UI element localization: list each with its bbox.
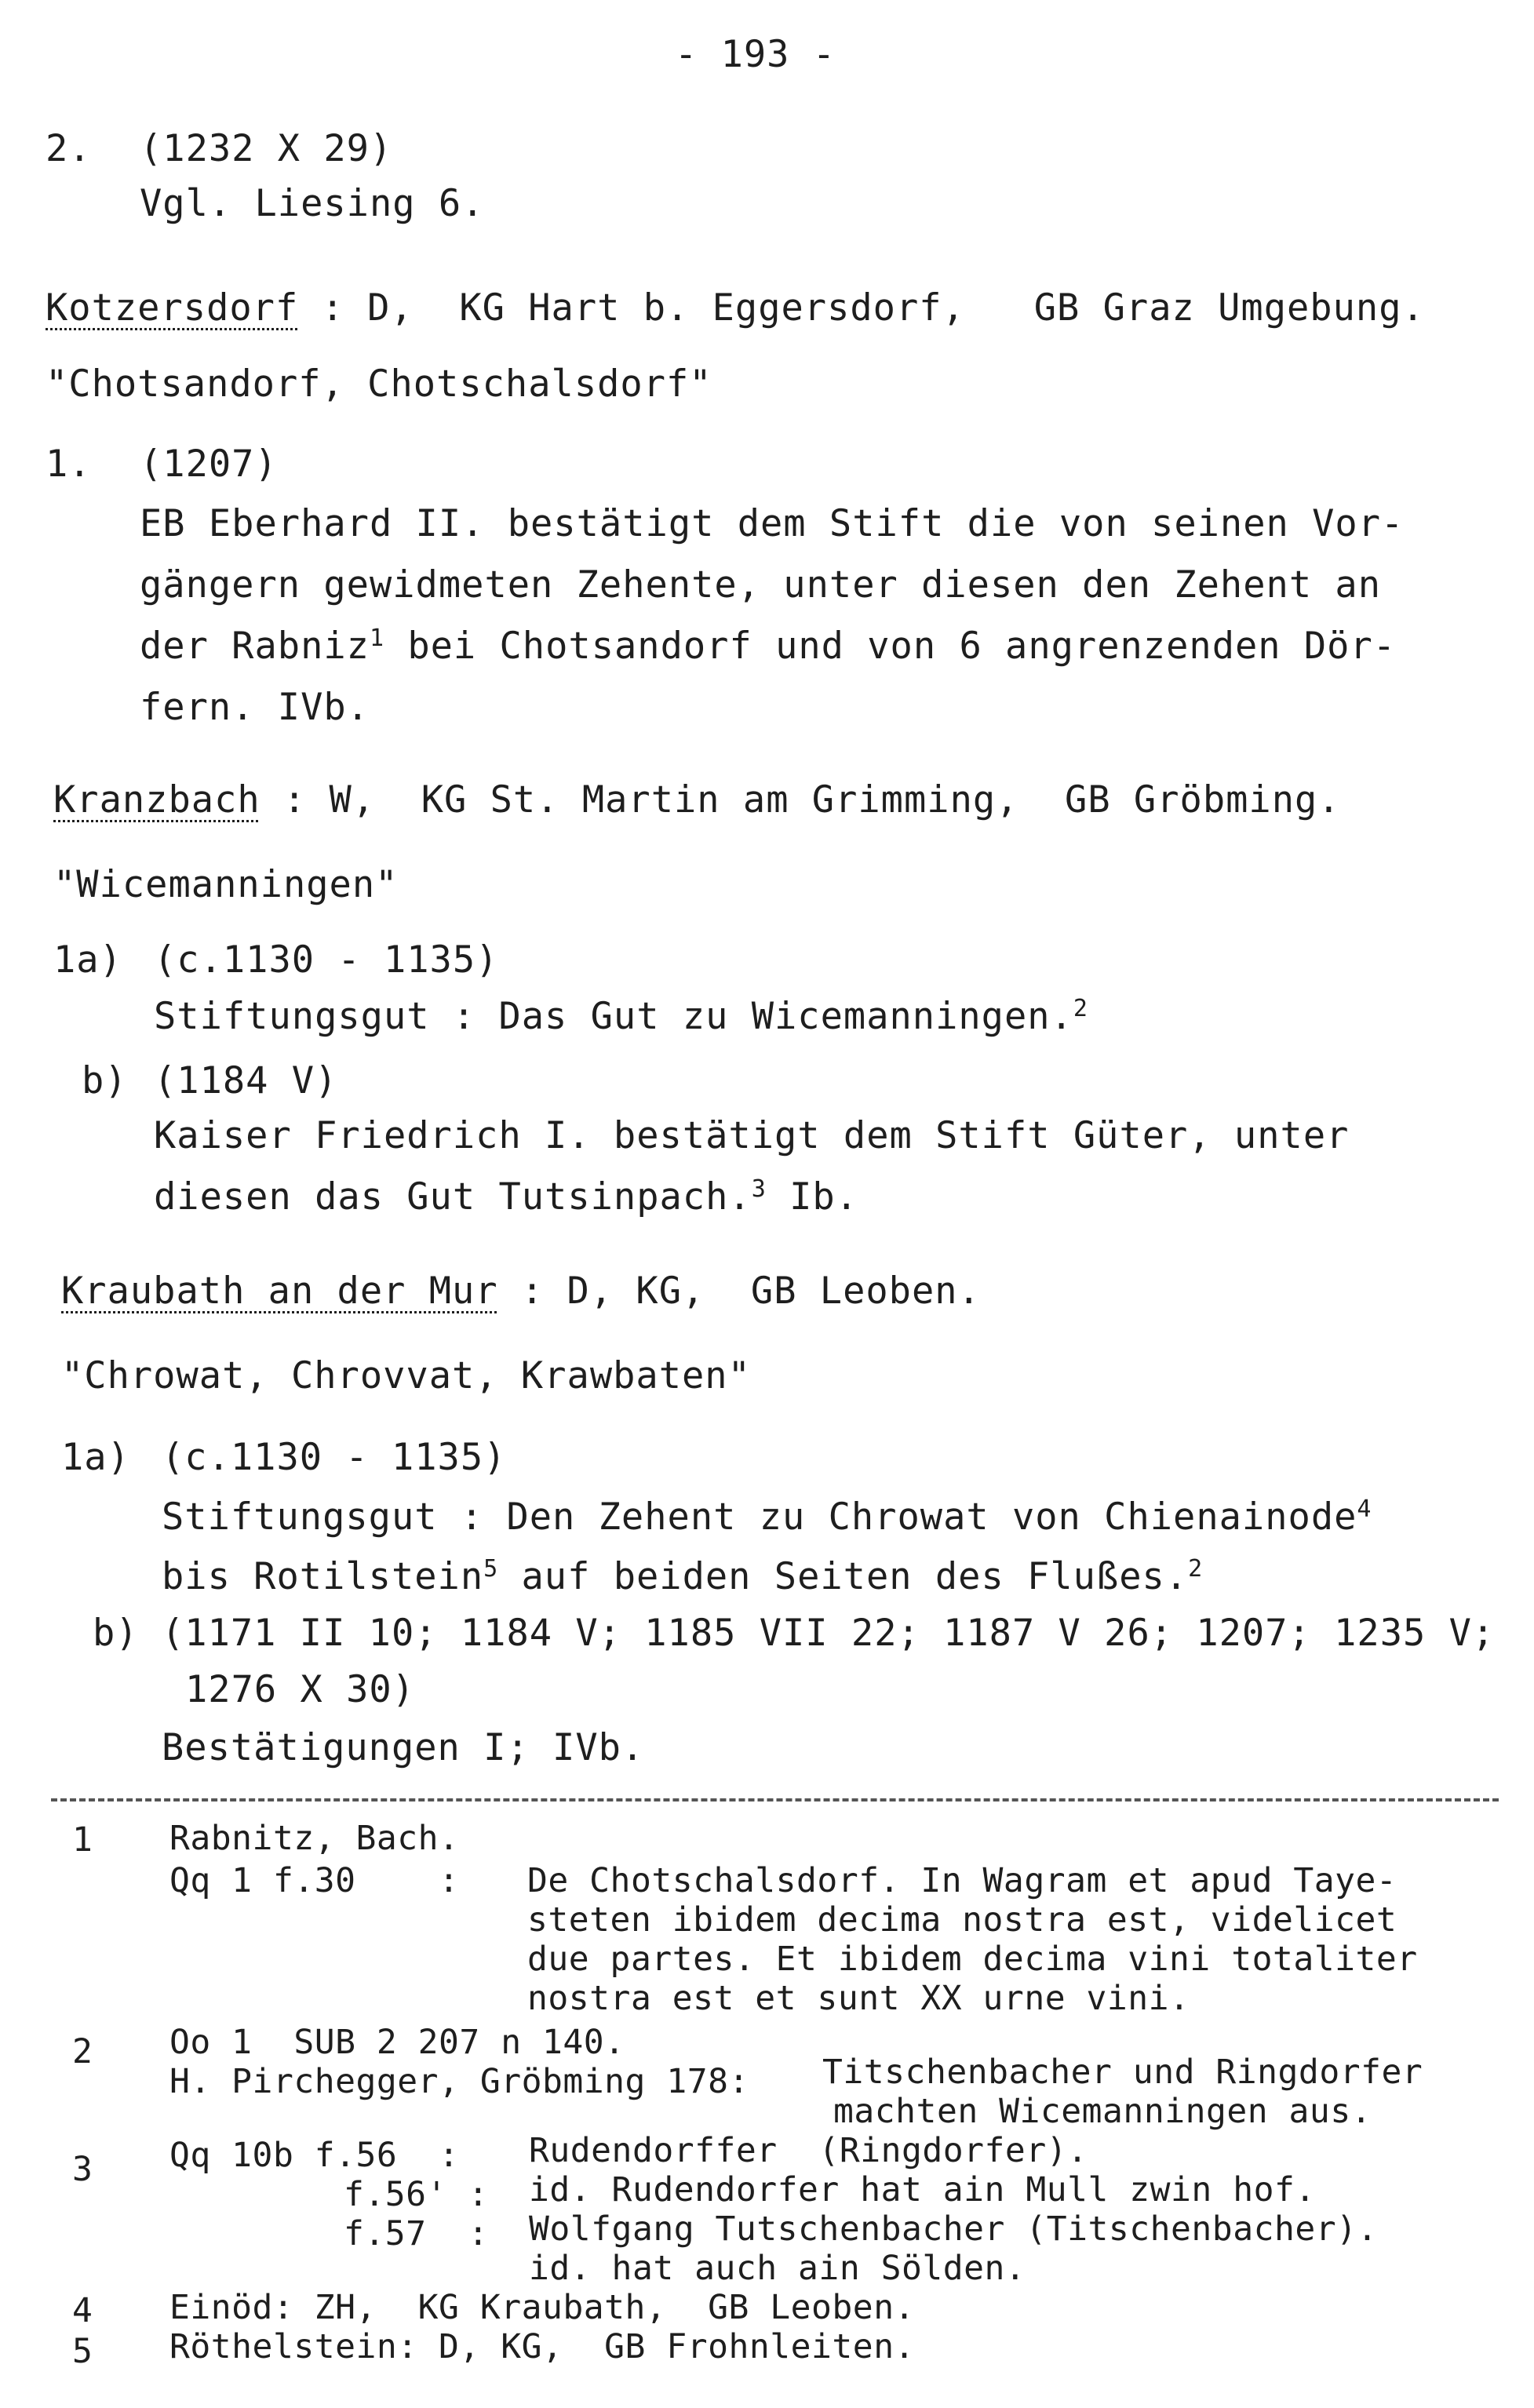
place-old-names: "Chotsandorf, Chotschalsdorf" bbox=[46, 362, 712, 406]
footnote-marker: 2 bbox=[1188, 1555, 1204, 1583]
entry-date: (1171 II 10; 1184 V; 1185 VII 22; 1187 V 26; 1207; 1235 V; bbox=[162, 1612, 1496, 1655]
entry-text-line: EB Eberhard II. bestätigt dem Stift die von seinen Vor- bbox=[140, 502, 1405, 545]
entry-date: (1207) bbox=[140, 443, 278, 486]
entry-text-line: diesen das Gut Tutsinpach.$^3$ Ib. bbox=[154, 1175, 858, 1219]
place-name: Kranzbach bbox=[53, 778, 261, 821]
footnote-text: id. hat auch ain Sölden. bbox=[529, 2249, 1026, 2288]
footnote-text: nostra est et sunt XX urne vini. bbox=[527, 1979, 1190, 2018]
footnote-text: due partes. Et ibidem decima vini totaliter bbox=[527, 1940, 1418, 1979]
place-heading bbox=[61, 1270, 981, 1313]
entry-text-line: Kaiser Friedrich I. bestätigt dem Stift Güter, unter bbox=[154, 1114, 1350, 1157]
place-name: Kraubath an der Mur bbox=[61, 1270, 498, 1313]
footnote-reference: Qq 10b f.56 : bbox=[169, 2136, 460, 2175]
entry-text-line: Stiftungsgut : Das Gut zu Wicemanningen.$^2$ bbox=[154, 995, 1088, 1038]
place-heading bbox=[46, 286, 1425, 330]
footnote-reference: Qq 1 f.30 : bbox=[169, 1861, 460, 1900]
footnote-marker: 2 bbox=[1073, 995, 1088, 1022]
place-description: : W, KG St. Martin am Grimming, GB Gröbming. bbox=[282, 778, 1341, 821]
place-old-names: "Chrowat, Chrovvat, Krawbaten" bbox=[61, 1354, 751, 1397]
footnote-text: steten ibidem decima nostra est, videlicet bbox=[527, 1900, 1397, 1940]
entry-date: 1276 X 30) bbox=[185, 1668, 415, 1711]
footnote-text: Einöd: ZH, KG Kraubath, GB Leoben. bbox=[169, 2288, 915, 2327]
footnote-number: 5 bbox=[72, 2332, 93, 2371]
footnote-text: Titschenbacher und Ringdorfer bbox=[822, 2053, 1423, 2092]
footnote-text: Rudendorffer (Ringdorfer). bbox=[529, 2131, 1088, 2170]
footnote-text: Wolfgang Tutschenbacher (Titschenbacher). bbox=[529, 2209, 1378, 2249]
page-number: - 193 - bbox=[675, 33, 836, 76]
entry-number: 1. bbox=[46, 443, 92, 486]
footnote-reference: H. Pirchegger, Gröbming 178: bbox=[169, 2062, 749, 2101]
entry-text-line: fern. IVb. bbox=[140, 686, 370, 729]
footnote-text: Rabnitz, Bach. bbox=[169, 1819, 460, 1858]
footnote-reference: f.56' : bbox=[344, 2175, 489, 2214]
entry-text-line: gängern gewidmeten Zehente, unter diesen den Zehent an bbox=[140, 563, 1382, 607]
place-old-names: "Wicemanningen" bbox=[53, 863, 399, 906]
entry-date: (1184 V) bbox=[154, 1059, 338, 1102]
footnote-number: 4 bbox=[72, 2291, 93, 2330]
footnote-text: machten Wicemanningen aus. bbox=[833, 2092, 1372, 2131]
place-description: : D, KG Hart b. Eggersdorf, GB Graz Umgebung. bbox=[321, 286, 1425, 330]
entry-number: 2. bbox=[46, 127, 92, 170]
footnote-marker: 1 bbox=[369, 625, 385, 652]
footnote-number: 1 bbox=[72, 1820, 93, 1860]
entry-number: 1a) bbox=[53, 938, 122, 982]
entry-text-line: Bestätigungen I; IVb. bbox=[162, 1726, 645, 1769]
footnote-marker: 4 bbox=[1357, 1495, 1372, 1523]
footnote-marker: 3 bbox=[751, 1175, 767, 1203]
entry-date: (c.1130 - 1135) bbox=[162, 1436, 507, 1479]
footnote-marker: 5 bbox=[483, 1555, 499, 1583]
place-heading bbox=[53, 778, 1341, 822]
footnote-reference: f.57 : bbox=[344, 2214, 489, 2253]
footnote-number: 2 bbox=[72, 2032, 93, 2071]
entry-text-line: bis Rotilstein$^5$ auf beiden Seiten des Flußes.$^2$ bbox=[162, 1555, 1204, 1598]
footnote-number: 3 bbox=[72, 2150, 93, 2189]
entry-text: Vgl. Liesing 6. bbox=[140, 182, 485, 225]
entry-text-line: der Rabniz$^1$ bei Chotsandorf und von 6 angrenzenden Dör- bbox=[140, 625, 1397, 668]
entry-number: b) bbox=[93, 1612, 139, 1655]
footnote-text: De Chotschalsdorf. In Wagram et apud Taye- bbox=[527, 1861, 1397, 1900]
footnote-text: id. Rudendorfer hat ain Mull zwin hof. bbox=[529, 2170, 1316, 2209]
entry-text-line: Stiftungsgut : Den Zehent zu Chrowat von Chienainode$^4$ bbox=[162, 1495, 1372, 1539]
place-name: Kotzersdorf bbox=[46, 286, 299, 330]
entry-date: (1232 X 29) bbox=[140, 127, 393, 170]
entry-number: b) bbox=[82, 1059, 128, 1102]
footnote-text: Oo 1 SUB 2 207 n 140. bbox=[169, 2023, 625, 2062]
place-description: : D, KG, GB Leoben. bbox=[520, 1270, 981, 1313]
footnote-separator bbox=[51, 1798, 1499, 1801]
entry-number: 1a) bbox=[61, 1436, 130, 1479]
entry-date: (c.1130 - 1135) bbox=[154, 938, 499, 982]
footnote-text: Röthelstein: D, KG, GB Frohnleiten. bbox=[169, 2327, 915, 2366]
